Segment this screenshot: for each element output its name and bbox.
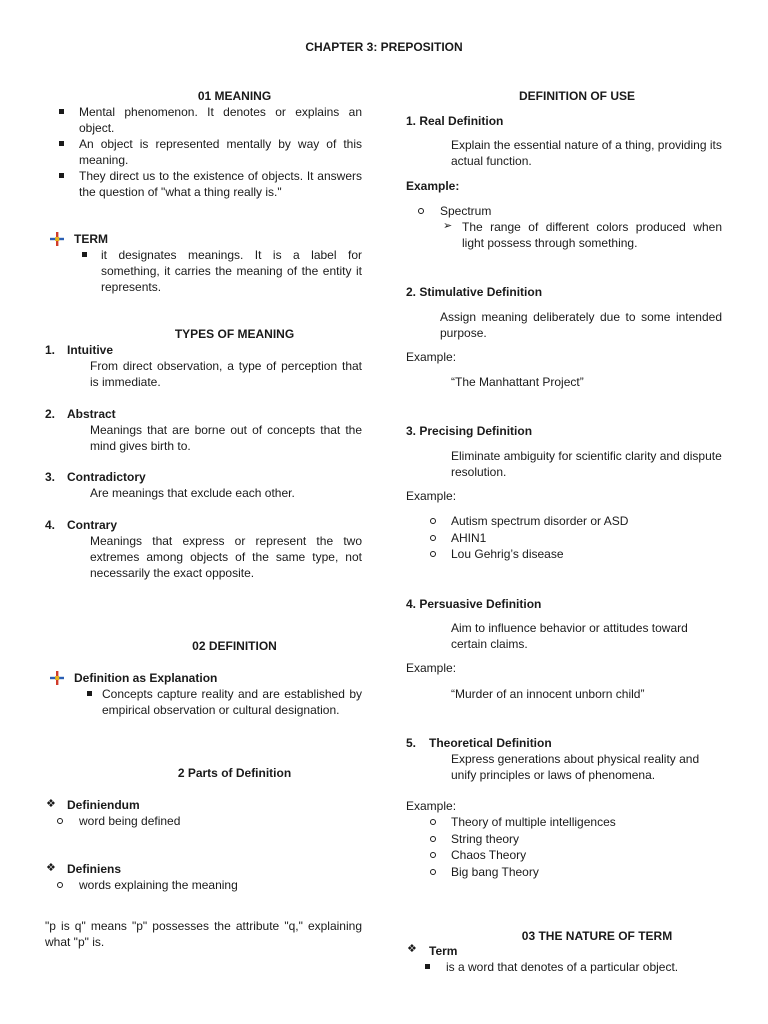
stim-def-example-label: Example: bbox=[406, 350, 457, 364]
circle-bullet-icon bbox=[430, 819, 436, 825]
type-4-name: Contrary bbox=[67, 518, 118, 532]
square-bullet-icon bbox=[82, 252, 87, 257]
real-def-example-label: Example: bbox=[406, 179, 460, 193]
theo-def-example-label: Example: bbox=[406, 799, 457, 813]
square-bullet-icon bbox=[59, 141, 64, 146]
pers-def-desc: Aim to influence behavior or attitudes toward certain claims. bbox=[451, 621, 688, 651]
definiendum-desc: word being defined bbox=[79, 814, 181, 828]
type-3-number: 3. bbox=[45, 470, 56, 484]
circle-bullet-icon bbox=[418, 208, 424, 214]
term-description: it designates meanings. It is a label for something, it carries the meaning of the entity it represents. bbox=[101, 248, 362, 294]
theo-def-desc: Express generations about physical reality and unify principles or laws of phenomena. bbox=[451, 752, 700, 782]
circle-bullet-icon bbox=[430, 518, 436, 524]
meaning-heading: 01 MEANING bbox=[197, 89, 272, 103]
definiens-label: Definiens bbox=[67, 862, 122, 876]
square-bullet-icon bbox=[425, 964, 430, 969]
definiens-desc: words explaining the meaning bbox=[79, 878, 238, 892]
type-1-description: From direct observation, a type of perception that is immediate. bbox=[90, 359, 362, 389]
four-color-plus-icon bbox=[50, 232, 64, 246]
square-bullet-icon bbox=[87, 691, 92, 696]
diamond-bullet-icon: ❖ bbox=[46, 798, 56, 810]
type-1-number: 1. bbox=[45, 343, 56, 357]
theo-def-number: 5. bbox=[406, 736, 417, 750]
circle-bullet-icon bbox=[430, 852, 436, 858]
theo-def-item-2: String theory bbox=[451, 832, 520, 846]
type-2-number: 2. bbox=[45, 407, 56, 421]
definition-explanation-desc: Concepts capture reality and are established by empirical observation or cultural designation. bbox=[102, 687, 362, 717]
four-color-plus-icon bbox=[50, 671, 64, 685]
meaning-item-3: They direct us to the existence of objects. It answers the question of "what a thing really is." bbox=[79, 169, 362, 199]
prec-def-title: 3. Precising Definition bbox=[406, 424, 533, 438]
pers-def-example-label: Example: bbox=[406, 661, 457, 675]
type-2-description: Meanings that are borne out of concepts that the mind gives birth to. bbox=[90, 423, 362, 453]
nature-heading: 03 THE NATURE OF TERM bbox=[521, 929, 673, 943]
parts-heading: 2 Parts of Definition bbox=[177, 766, 292, 780]
type-4-number: 4. bbox=[45, 518, 56, 532]
theo-def-title: Theoretical Definition bbox=[429, 736, 552, 750]
circle-bullet-icon bbox=[57, 818, 63, 824]
diamond-bullet-icon: ❖ bbox=[46, 862, 56, 874]
theo-def-item-3: Chaos Theory bbox=[451, 848, 527, 862]
page-title: CHAPTER 3: PREPOSITION bbox=[305, 40, 463, 54]
circle-bullet-icon bbox=[430, 836, 436, 842]
square-bullet-icon bbox=[59, 173, 64, 178]
pq-statement: "p is q" means "p" possesses the attribute "q," explaining what "p" is. bbox=[45, 919, 362, 949]
real-def-sub: The range of different colors produced when light possess through something. bbox=[462, 220, 722, 250]
type-1-name: Intuitive bbox=[67, 343, 114, 357]
arrow-bullet-icon: ➢ bbox=[443, 220, 453, 232]
definition-heading: 02 DEFINITION bbox=[192, 639, 277, 653]
circle-bullet-icon bbox=[430, 551, 436, 557]
theo-def-item-1: Theory of multiple intelligences bbox=[451, 815, 616, 829]
type-2-name: Abstract bbox=[67, 407, 116, 421]
prec-def-item-1: Autism spectrum disorder or ASD bbox=[451, 514, 629, 528]
types-heading: TYPES OF MEANING bbox=[174, 327, 295, 341]
pers-def-title: 4. Persuasive Definition bbox=[406, 597, 542, 611]
circle-bullet-icon bbox=[430, 869, 436, 875]
nature-term-desc: is a word that denotes of a particular object. bbox=[446, 960, 679, 974]
real-def-desc: Explain the essential nature of a thing, providing its actual function. bbox=[451, 138, 722, 168]
meaning-item-1: Mental phenomenon. It denotes or explains an object. bbox=[79, 105, 362, 135]
type-4-description: Meanings that express or represent the two extremes among objects of the same type, not necessarily the exact opposite. bbox=[90, 534, 362, 580]
type-3-description: Are meanings that exclude each other. bbox=[90, 486, 295, 500]
real-def-title: 1. Real Definition bbox=[406, 114, 504, 128]
definition-explanation-label: Definition as Explanation bbox=[74, 671, 218, 685]
diamond-bullet-icon: ❖ bbox=[407, 943, 417, 955]
meaning-item-2: An object is represented mentally by way of this meaning. bbox=[79, 137, 362, 167]
type-3-name: Contradictory bbox=[67, 470, 146, 484]
prec-def-desc: Eliminate ambiguity for scientific clarity and dispute resolution. bbox=[451, 449, 722, 479]
nature-term-label: Term bbox=[429, 944, 458, 958]
prec-def-item-2: AHIN1 bbox=[451, 531, 487, 545]
square-bullet-icon bbox=[59, 109, 64, 114]
theo-def-item-4: Big bang Theory bbox=[451, 865, 539, 879]
circle-bullet-icon bbox=[57, 882, 63, 888]
definiendum-label: Definiendum bbox=[67, 798, 140, 812]
use-heading: DEFINITION OF USE bbox=[518, 89, 635, 103]
circle-bullet-icon bbox=[430, 535, 436, 541]
term-label: TERM bbox=[74, 232, 108, 246]
pers-def-example: “Murder of an innocent unborn child” bbox=[451, 687, 645, 701]
stim-def-desc: Assign meaning deliberately due to some intended purpose. bbox=[440, 310, 722, 340]
prec-def-item-3: Lou Gehrig’s disease bbox=[451, 547, 564, 561]
real-def-item: Spectrum bbox=[440, 204, 492, 218]
stim-def-example: “The Manhattant Project” bbox=[451, 375, 584, 389]
stim-def-title: 2. Stimulative Definition bbox=[406, 285, 543, 299]
prec-def-example-label: Example: bbox=[406, 489, 457, 503]
